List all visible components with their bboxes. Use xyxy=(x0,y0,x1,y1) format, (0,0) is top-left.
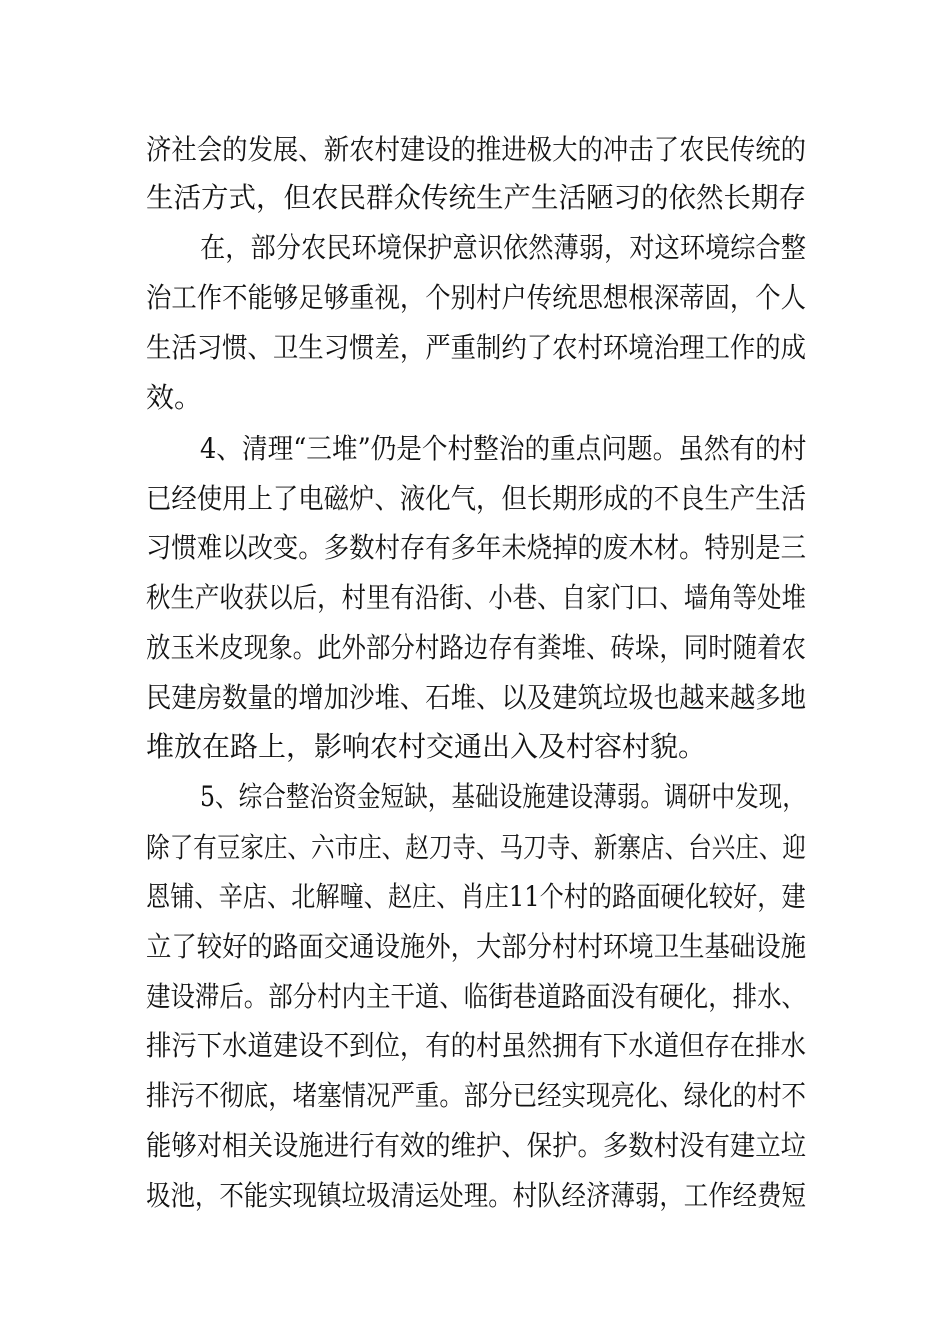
text-line-5: 生活习惯、卫生习惯差，严重制约了农村环境治理工作的成 xyxy=(146,331,807,364)
text-line-17: 立了较好的路面交通设施外，大部分村村环境卫生基础设施 xyxy=(146,930,807,963)
text-line-15: 除了有豆家庄、六市庄、赵刀寺、马刀寺、新寨店、台兴庄、迎 xyxy=(146,831,807,864)
text-line-13: 堆放在路上，影响农村交通出入及村容村貌。 xyxy=(146,730,707,763)
text-line-2: 生活方式，但农民群众传统生产生活陋习的依然长期存 xyxy=(146,181,807,214)
text-line-8: 已经使用上了电磁炉、液化气，但长期形成的不良生产生活 xyxy=(146,482,807,515)
text-line-19: 排污下水道建设不到位，有的村虽然拥有下水道但存在排水 xyxy=(146,1029,807,1062)
text-line-16: 恩铺、辛店、北解疃、赵庄、肖庄11个村的路面硬化较好，建 xyxy=(146,880,806,913)
text-line-9: 习惯难以改变。多数村存有多年未烧掉的废木材。特别是三 xyxy=(146,531,807,564)
text-line-22: 圾池，不能实现镇垃圾清运处理。村队经济薄弱，工作经费短 xyxy=(146,1179,807,1212)
text-line-3: 在，部分农民环境保护意识依然薄弱，对这环境综合整 xyxy=(200,231,807,264)
text-line-7: 4、清理“三堆”仍是个村整治的重点问题。虽然有的村 xyxy=(200,432,807,465)
text-line-4: 治工作不能够足够重视，个别村户传统思想根深蒂固，个人 xyxy=(146,281,807,314)
text-line-20: 排污不彻底，堵塞情况严重。部分已经实现亮化、绿化的村不 xyxy=(146,1079,807,1112)
text-line-10: 秋生产收获以后，村里有沿街、小巷、自家门口、墙角等处堆 xyxy=(146,581,807,614)
text-line-6: 效。 xyxy=(146,381,203,414)
text-line-14: 5、综合整治资金短缺，基础设施建设薄弱。调研中发现， xyxy=(200,780,806,813)
text-line-21: 能够对相关设施进行有效的维护、保护。多数村没有建立垃 xyxy=(146,1129,807,1162)
text-line-11: 放玉米皮现象。此外部分村路边存有粪堆、砖垛，同时随着农 xyxy=(146,631,807,664)
text-line-18: 建设滞后。部分村内主干道、临街巷道路面没有硬化，排水、 xyxy=(146,980,807,1013)
text-line-1: 济社会的发展、新农村建设的推进极大的冲击了农民传统的 xyxy=(146,133,807,166)
text-line-12: 民建房数量的增加沙堆、石堆、以及建筑垃圾也越来越多地 xyxy=(146,681,807,714)
